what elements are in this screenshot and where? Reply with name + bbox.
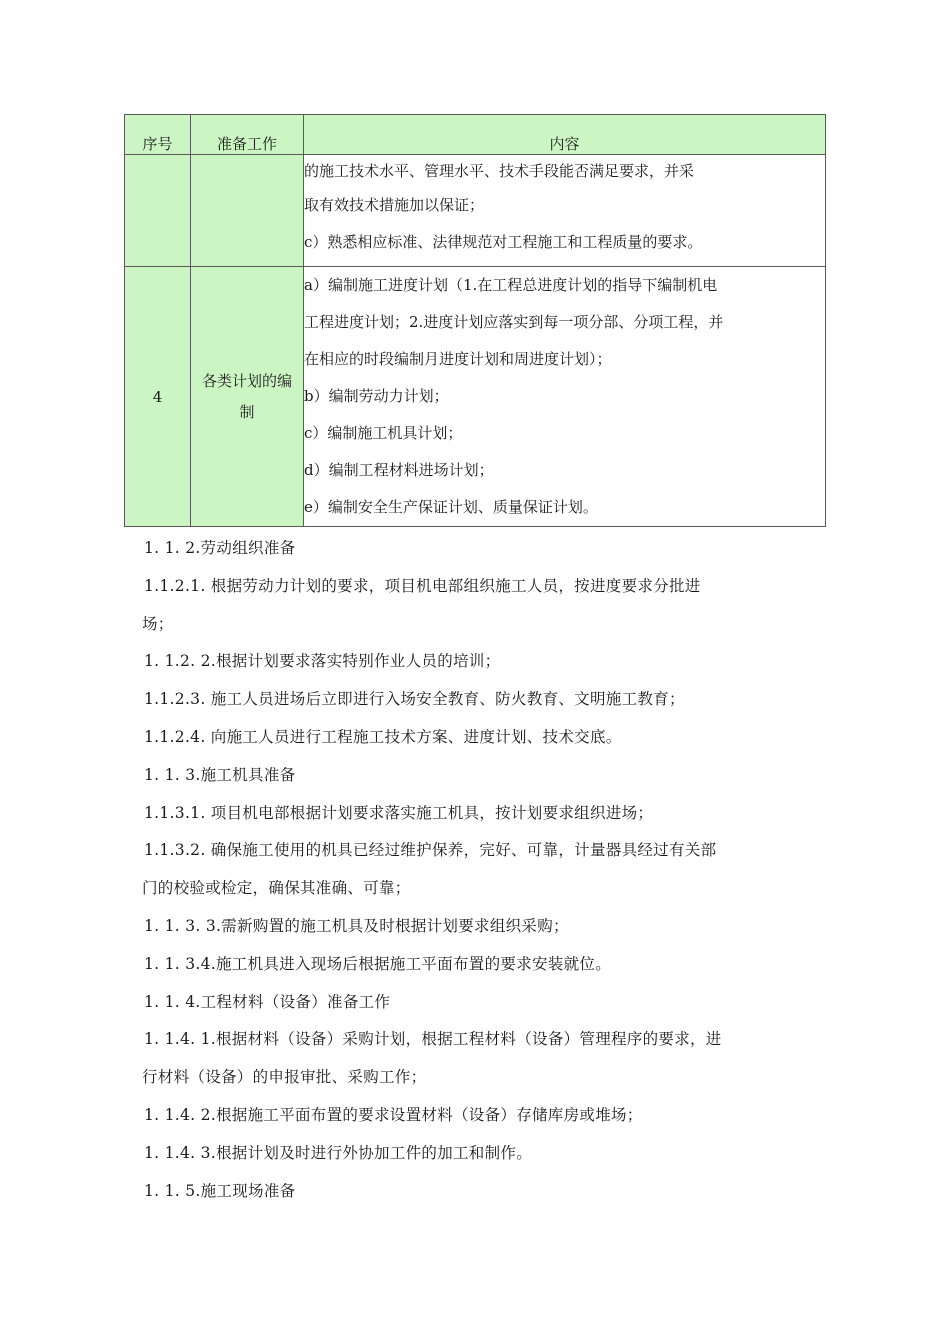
paragraph-line: 1.1.3.1. 项目机电部根据计划要求落实施工机具，按计划要求组织进场；	[144, 803, 654, 822]
paragraph-line: 1. 1.2. 2.根据计划要求落实特别作业人员的培训；	[144, 652, 501, 671]
table-row	[125, 155, 826, 267]
content-line: 取有效技术措施加以保证；	[304, 196, 485, 214]
paragraph-line: 1.1.2.1. 根据劳动力计划的要求，项目机电部组织施工人员，按进度要求分批进	[144, 576, 701, 595]
content-line: d）编制工程材料进场计划；	[304, 461, 494, 479]
content-line: 工程进度计划；2.进度计划应落实到每一项分部、分项工程，并	[304, 313, 724, 331]
paragraph-line: 1. 1. 3.4.施工机具进入现场后根据施工平面布置的要求安装就位。	[144, 954, 612, 973]
paragraph-line: 1. 1.4. 3.根据计划及时进行外协加工件的加工和制作。	[144, 1143, 533, 1162]
paragraph-line: 门的校验或检定，确保其准确、可靠；	[142, 879, 411, 898]
section-heading: 1. 1. 5.施工现场准备	[144, 1181, 296, 1200]
header-no: 序号	[125, 115, 191, 155]
paragraph-line: 场；	[142, 614, 174, 633]
content-line: c）熟悉相应标准、法律规范对工程施工和工程质量的要求。	[304, 233, 703, 251]
content-line: e）编制安全生产保证计划、质量保证计划。	[304, 498, 598, 516]
paragraph-line: 1.1.3.2. 确保施工使用的机具已经过维护保养，完好、可靠，计量器具经过有关部	[144, 841, 717, 860]
table-header-row	[125, 115, 826, 155]
section-heading: 1. 1. 2.劳动组织准备	[144, 539, 296, 557]
paragraph-line: 1. 1.4. 2.根据施工平面布置的要求设置材料（设备）存储库房或堆场；	[144, 1105, 643, 1124]
cell-task	[191, 267, 304, 527]
paragraph-line: 1.1.2.4. 向施工人员进行工程施工技术方案、进度计划、技术交底。	[144, 727, 622, 746]
table-row	[125, 267, 826, 527]
cell-no	[125, 155, 191, 267]
preparation-table	[124, 114, 826, 527]
paragraph-line: 行材料（设备）的申报审批、采购工作；	[142, 1068, 427, 1087]
header-content: 内容	[304, 115, 826, 155]
body-text	[144, 530, 834, 1210]
cell-task	[191, 155, 304, 267]
content-line: a）编制施工进度计划（1.在工程总进度计划的指导下编制机电	[304, 276, 718, 294]
paragraph-line: 1. 1.4. 1.根据材料（设备）采购计划，根据工程材料（设备）管理程序的要求，进	[144, 1030, 722, 1049]
cell-content	[304, 267, 826, 527]
paragraph-line: 1.1.2.3. 施工人员进场后立即进行入场安全教育、防火教育、文明施工教育；	[144, 690, 685, 709]
header-task: 准备工作	[191, 115, 304, 155]
content-line: 在相应的时段编制月进度计划和周进度计划）；	[304, 350, 612, 368]
cell-no: 4	[125, 267, 191, 527]
content-line: 的施工技术水平、管理水平、技术手段能否满足要求，并采	[304, 162, 695, 180]
cell-content	[304, 155, 826, 267]
section-heading: 1. 1. 4.工程材料（设备）准备工作	[144, 992, 391, 1011]
task-line: 各类计划的编	[201, 371, 292, 390]
section-heading: 1. 1. 3.施工机具准备	[144, 765, 296, 784]
content-line: c）编制施工机具计划；	[304, 424, 463, 442]
paragraph-line: 1. 1. 3. 3.需新购置的施工机具及时根据计划要求组织采购；	[144, 916, 569, 935]
content-line: b）编制劳动力计划；	[304, 387, 449, 405]
task-line: 制	[239, 402, 255, 421]
